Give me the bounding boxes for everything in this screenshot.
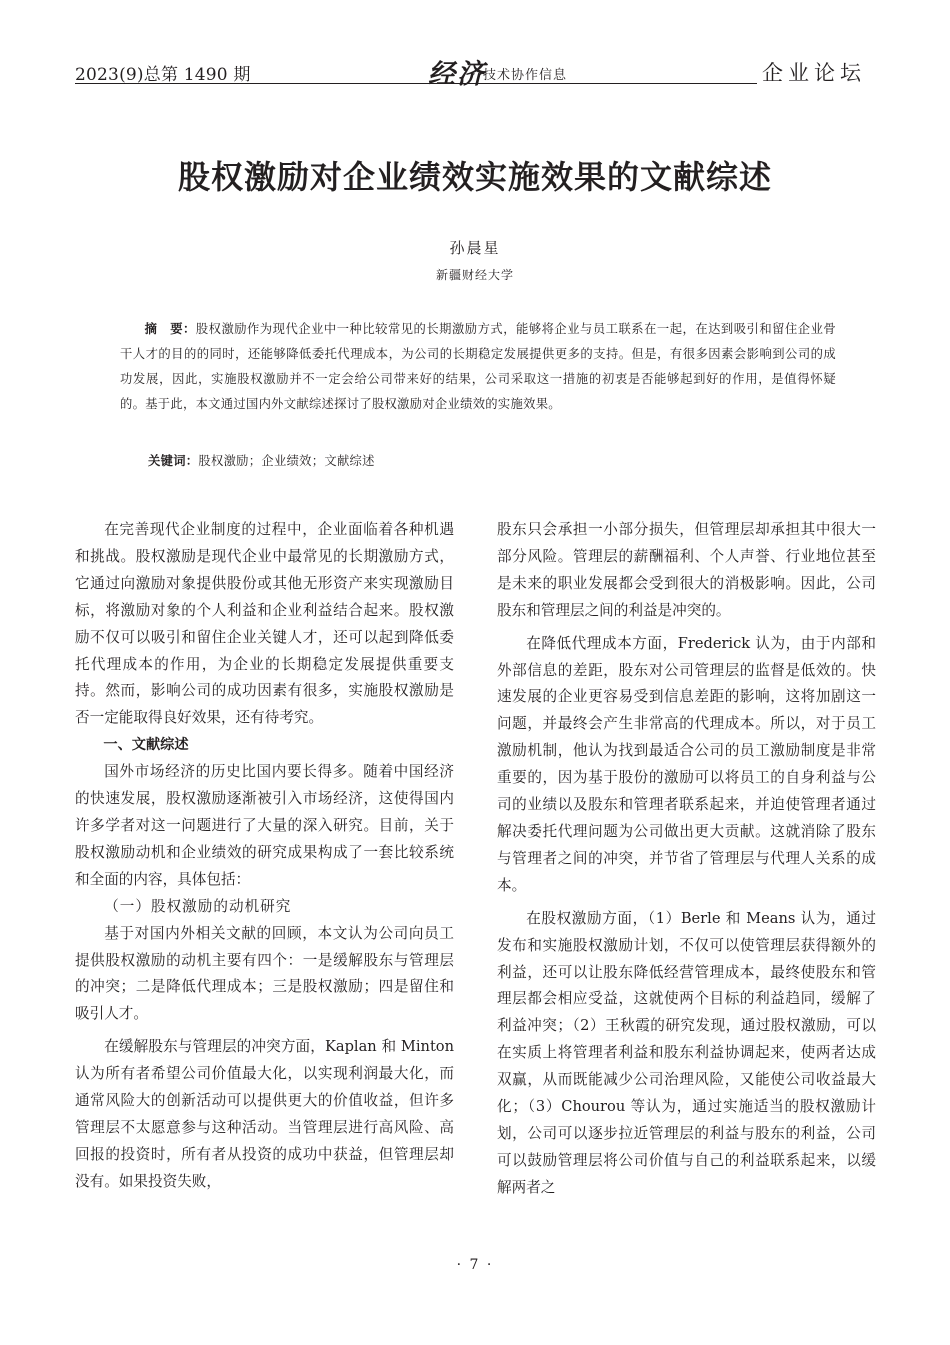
paragraph: 在完善现代企业制度的过程中，企业面临着各种机遇和挑战。股权激励是现代企业中最常见的长期激励方式，它通过向激励对象提供股份或其他无形资产来实现激励目标，将激励对象的个人利益和企业利益结合起来。股权激励不仅可以吸引和留住企业关键人才，还可以起到降低委托代理成本的作用，为企业的长期稳定发展提供重要支持。然而，影响公司的成功因素有很多，实施股权激励是否一定能取得良好效果，还有待考究。 xyxy=(75,521,454,727)
journal-logo: 经济 xyxy=(428,59,486,90)
body-column-left xyxy=(75,517,454,1196)
section-heading: 一、文献综述 xyxy=(103,737,189,754)
header-divider xyxy=(75,83,757,84)
article-title: 股权激励对企业绩效实施效果的文献综述 xyxy=(177,158,772,196)
subsection-heading: （一）股权激励的动机研究 xyxy=(104,897,292,915)
keywords xyxy=(148,451,836,471)
body-column-right xyxy=(497,517,876,1202)
paragraph: 基于对国内外相关文献的回顾，本文认为公司向员工提供股权激励的动机主要有四个：一是缓解股东与管理层的冲突；二是降低代理成本；三是股权激励；四是留住和吸引人才。 xyxy=(75,924,454,1023)
paragraph: 在降低代理成本方面，Frederick 认为，由于内部和外部信息的差距，股东对公司管理层的监督是低效的。快速发展的企业更容易受到信息差距的影响，这将加剧这一问题，并最终会产生非常高的代理成本。所以，对于员工激励机制，他认为找到最适合公司的员工激励制度是非常重要的，因为基于股份的激励可以将员工的自身利益与公司的业绩以及股东和管理者联系起来，并迫使管理者通过解决委托代理问题为公司做出更大贡献。这就消除了股东与管理者之间的冲突，并节省了管理层与代理人关系的成本。 xyxy=(497,634,876,894)
journal-name: 技术协作信息 xyxy=(483,68,568,83)
author-name: 孙晨星 xyxy=(449,239,501,257)
journal-issue: 2023(9)总第 1490 期 xyxy=(75,65,251,85)
abstract xyxy=(120,317,836,417)
keywords-text: 股权激励；企业绩效；文献综述 xyxy=(198,454,375,468)
abstract-label: 摘 要： xyxy=(144,322,196,336)
keywords-label: 关键词： xyxy=(148,454,199,468)
paragraph: 在股权激励方面，（1）Berle 和 Means 认为，通过发布和实施股权激励计划，不仅可以使管理层获得额外的利益，还可以让股东降低经营管理成本，最终使股东和管理层都会相应受益，这就使两个目标的利益趋同，缓解了利益冲突；（2）王秋霞的研究发现，通过股权激励，可以在实质上将管理者利益和股东利益协调起来，使两者达成双赢，从而既能减少公司治理风险，又能使公司收益最大化；（3）Chourou 等认为，通过实施适当的股权激励计划，公司可以逐步拉近管理层的利益与股东的利益，公司可以鼓励管理层将公司价值与自己的利益联系起来，以缓解两者之 xyxy=(497,909,876,1196)
author-affiliation: 新疆财经大学 xyxy=(435,268,514,282)
section-name: 企业论坛 xyxy=(762,61,866,85)
paragraph: 股东只会承担一小部分损失，但管理层却承担其中很大一部分风险。管理层的薪酬福利、个人声誉、行业地位甚至是未来的职业发展都会受到很大的消极影响。因此，公司股东和管理层之间的利益是冲突的。 xyxy=(497,521,876,619)
paragraph: 在缓解股东与管理层的冲突方面，Kaplan 和 Minton 认为所有者希望公司价值最大化，以实现利润最大化，而通常风险大的创新活动可以提供更大的价值收益，但许多管理层不太愿意参与这种活动。当管理层进行高风险、高回报的投资时，所有者从投资的成功中获益，但管理层却没有。如果投资失败， xyxy=(75,1038,454,1190)
page-number: · 7 · xyxy=(456,1257,494,1273)
abstract-text: 股权激励作为现代企业中一种比较常见的长期激励方式，能够将企业与员工联系在一起，在达到吸引和留住企业骨干人才的目的的同时，还能够降低委托代理成本，为公司的长期稳定发展提供更多的支持。但是，有很多因素会影响到公司的成功发展，因此，实施股权激励并不一定会给公司带来好的结果，公司采取这一措施的初衷是否能够起到好的作用，是值得怀疑的。基于此，本文通过国内外文献综述探讨了股权激励对企业绩效的实施效果。 xyxy=(120,322,836,411)
paragraph: 国外市场经济的历史比国内要长得多。随着中国经济的快速发展，股权激励逐渐被引入市场经济，这使得国内许多学者对这一问题进行了大量的深入研究。目前，关于股权激励动机和企业绩效的研究成果构成了一套比较系统和全面的内容，具体包括： xyxy=(75,763,454,888)
